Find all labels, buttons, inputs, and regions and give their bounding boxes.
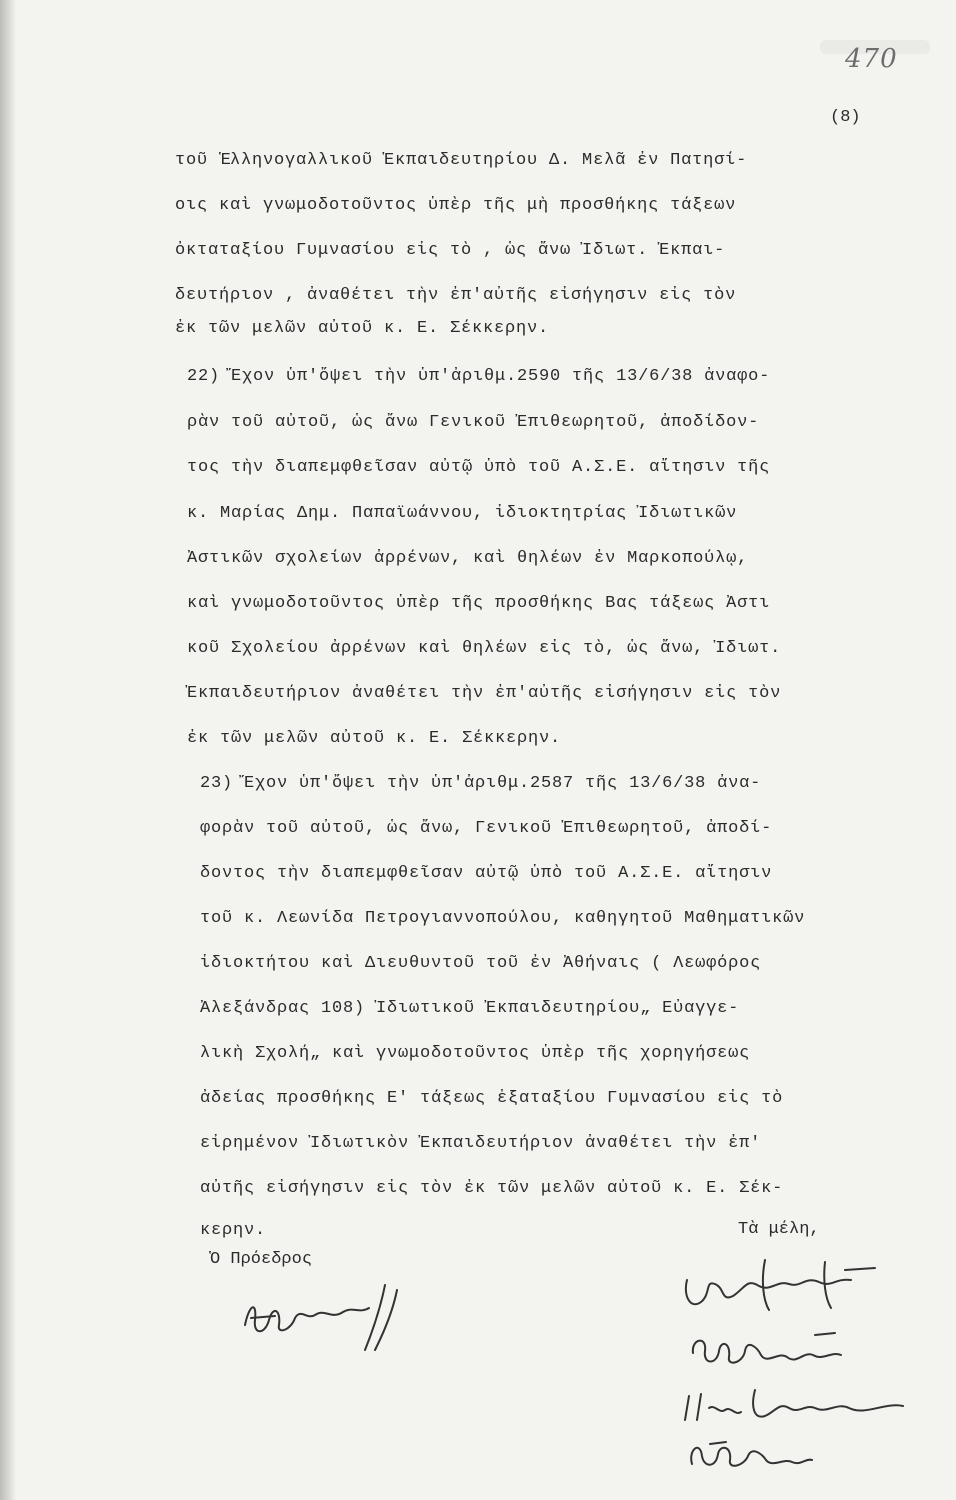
text-line: ἰδιοκτήτου καὶ Διευθυντοῦ τοῦ ἐν Ἀθήναις ( Λεωφόρος [200,954,762,973]
text-line: φορὰν τοῦ αὐτοῦ, ὡς ἄνω, Γενικοῦ Ἐπιθεωρητοῦ, ἀποδί- [200,819,773,838]
text-line: Ἀστικῶν σχολείων ἀρρένων, καὶ θηλέων ἐν Μαρκοπούλῳ, [187,549,749,568]
text-line: κ. Μαρίας Δημ. Παπαϊωάννου, ἰδιοκτητρίας Ἰδιωτικῶν [187,504,738,523]
text-line: δευτήριον , ἀναθέτει τὴν ἐπ'αὐτῆς εἰσήγησιν εἰς τὸν [175,286,737,305]
text-line: κερην. [200,1221,267,1240]
text-line: κοῦ Σχολείου ἀρρένων καὶ θηλέων εἰς τὸ, ὡς ἄνω, Ἰδιωτ. [187,639,782,658]
text-line: ἐκ τῶν μελῶν αὐτοῦ κ. Ε. Σέκκερην. [187,729,562,748]
handwritten-page-number: 470 [845,44,898,74]
text-line: δοντος τὴν διαπεμφθεῖσαν αὐτῷ ὑπὸ τοῦ Α.Σ.Ε. αἴτησιν [200,864,773,883]
text-line: Ἐκπαιδευτήριον ἀναθέτει τὴν ἐπ'αὐτῆς εἰσήγησιν εἰς τὸν [187,684,782,703]
text-line: εἰρημένον Ἰδιωτικὸν Ἐκπαιδευτήριον ἀναθέτει τὴν ἐπ' [200,1134,762,1153]
text-line: ἀδείας προσθήκης Ε' τάξεως ἑξαταξίου Γυμνασίου εἰς τὸ [200,1089,784,1108]
text-line: ρὰν τοῦ αὐτοῦ, ὡς ἄνω Γενικοῦ Ἐπιθεωρητοῦ, ἀποδίδον- [187,413,760,432]
text-line: 23) Ἔχον ὑπ'ὄψει τὴν ὑπ'ἀριθμ.2587 τῆς 13/6/38 ἀνα- [200,774,762,793]
text-line: τος τὴν διαπεμφθεῖσαν αὐτῷ ὑπὸ τοῦ Α.Σ.Ε. αἴτησιν τῆς [187,458,771,477]
text-line: καὶ γνωμοδοτοῦντος ὑπὲρ τῆς προσθήκης Βας τάξεως Ἀστι [187,594,771,613]
member-signature-2 [685,1325,860,1380]
text-line: λικὴ Σχολή„ καὶ γνωμοδοτοῦντος ὑπὲρ τῆς χορηγήσεως [200,1044,751,1063]
presiding-label: Ὁ Πρόεδρος [210,1250,313,1269]
text-line: οις καὶ γνωμοδοτοῦντος ὑπὲρ τῆς μὴ προσθήκης τάξεων [175,196,737,215]
binding-edge [0,0,16,1500]
text-line: τοῦ Ἑλληνογαλλικοῦ Ἐκπαιδευτηρίου Δ. Μελᾶ ἐν Πατησί- [175,151,748,170]
text-line: Ἀλεξάνδρας 108) Ἰδιωτικοῦ Ἐκπαιδευτηρίου„ Εὐαγγε- [200,999,740,1018]
member-signature-3 [675,1380,915,1435]
member-signature-4 [680,1430,820,1480]
members-label: Τὰ μέλη, [738,1220,820,1239]
text-line: 22) Ἔχον ὑπ'ὄψει τὴν ὑπ'ἀριθμ.2590 τῆς 13/6/38 ἀναφο- [187,367,771,386]
text-line: αὐτῆς εἰσήγησιν εἰς τὸν ἐκ τῶν μελῶν αὐτοῦ κ. Ε. Σέκ- [200,1179,784,1198]
president-signature [235,1280,410,1360]
text-line: τοῦ κ. Λεωνίδα Πετρογιαννοπούλου, καθηγητοῦ Μαθηματικῶν [200,909,806,928]
member-signature-1 [675,1250,885,1325]
text-line: ἐκ τῶν μελῶν αὐτοῦ κ. Ε. Σέκκερην. [175,319,550,338]
text-line: ὀκταταξίου Γυμνασίου εἰς τὸ , ὡς ἄνω Ἰδιωτ. Ἐκπαι- [175,241,726,260]
section-number: (8) [830,108,861,127]
